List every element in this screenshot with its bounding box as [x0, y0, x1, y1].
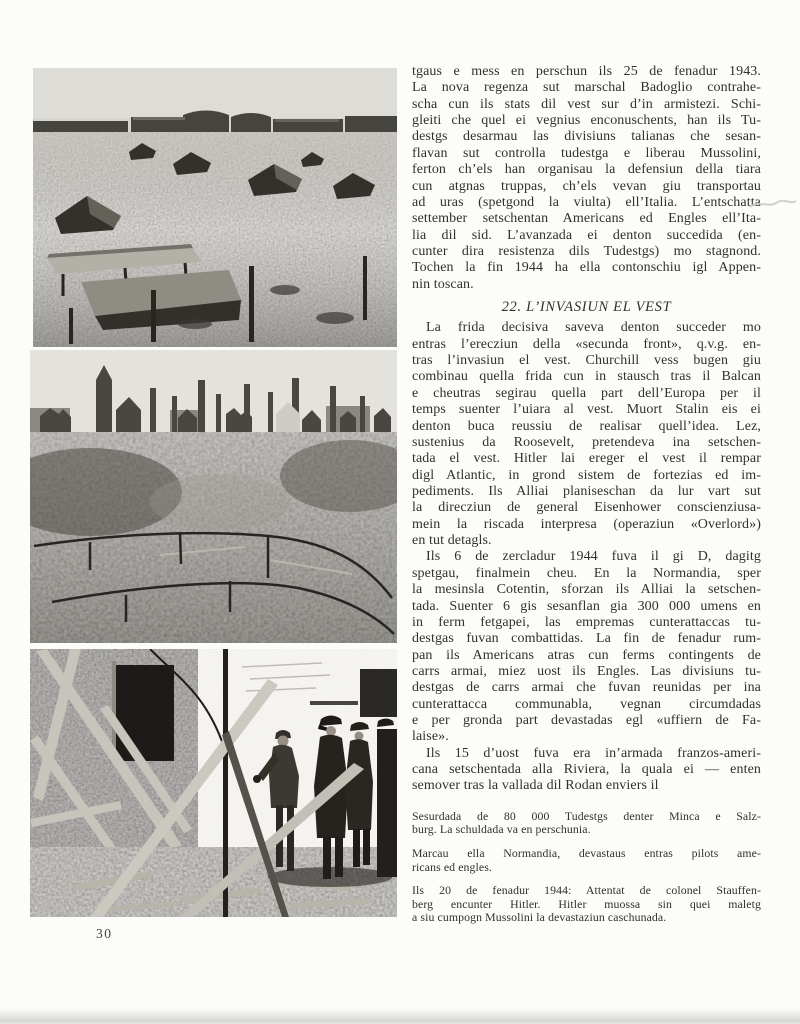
- text-line: burg. La schuldada va en perschunia.: [412, 822, 591, 837]
- text-line: carrs armai, miez uost ils Engles. Las divisiuns tu-: [412, 663, 761, 679]
- text-line: ferton ch’els han organisau la defensiun della tiara: [412, 162, 761, 178]
- text-line: Sesurdada de 80 000 Tudestgs denter Minca e Salz-: [412, 808, 761, 823]
- photo-pow-camp: [33, 68, 397, 347]
- text-line: cana setschentada alla Riviera, la quala ei — enten: [412, 762, 761, 778]
- text-line: pediments. Ils Alliai planiseschan da lur vart sut: [412, 483, 761, 499]
- text-line: la mesinsla Cotentin, sforzan ils Alliai la setschen-: [412, 582, 761, 598]
- text-line: combinau quella frida cun in stausch tras il Balcan: [412, 369, 761, 385]
- text-line: pan ils Americans atras cun ferms contingents de: [412, 647, 761, 663]
- text-line: en tut detagls.: [412, 533, 492, 549]
- text-line: cunterattacca communabla, vegnan circumdadas: [412, 696, 761, 712]
- pow-camp-graphic: [33, 68, 397, 347]
- photo-ruined-town: [30, 350, 397, 643]
- text-column: [412, 64, 761, 925]
- text-line: ad uras (spetgond la viulta) ell’Italia. L’entschatta: [412, 194, 761, 210]
- ruined-town-graphic: [30, 350, 397, 643]
- officer-edge-figure: [377, 719, 397, 878]
- caption-pow-camp: [412, 810, 761, 837]
- text-line: scha cun ils stats dil vest sur d’in armistezi. Schi-: [412, 96, 761, 112]
- text-line: la direcziun de general Eisenhower conscienziusa-: [412, 500, 761, 516]
- text-line: sustenius da Roosevelt, pretendeva ina setschen-: [412, 434, 761, 450]
- caption-attentat: [412, 884, 761, 925]
- text-line: cunter dira resistenza dils Tudestgs) mo stagnond.: [412, 243, 761, 259]
- wreckage-graphic: [30, 649, 397, 917]
- text-line: digl Atlantic, in grond sistem de fortezias ed im-: [412, 467, 761, 483]
- text-line: Marcau ella Normandia, devastaus entras pilots ame-: [412, 846, 761, 860]
- text-line: denton buca reussiu de realisar quell’idea. Lez,: [412, 418, 761, 434]
- text-line: tgaus e mess en perschun ils 25 de fenadur 1943.: [412, 64, 761, 79]
- photo-stauffenberg-wreckage: [30, 649, 397, 917]
- text-line: destgas de carrs armai che fuvan reunidas per ina: [412, 680, 761, 696]
- crater-highlight: [150, 474, 290, 530]
- text-line: gleiti che quel ei vegnius enconuschents, han ils Tu-: [412, 113, 761, 129]
- paragraph-second-front: [412, 320, 761, 549]
- scan-edge-shadow: [0, 1008, 800, 1024]
- dark-doorway: [116, 665, 174, 761]
- text-line: Ils 20 de fenadur 1944: Attentat de colonel Stauffen-: [412, 883, 761, 898]
- text-line: in ferm fetgapei, las empremas cunterattaccas tu-: [412, 614, 761, 630]
- text-line: flavan sut controlla tudestga e liberau Mussolini,: [412, 145, 761, 161]
- text-line: entras l’erecziun della «secunda front», q.v.g. en-: [412, 336, 761, 352]
- text-line: destgas fuvan combattidas. La fin de fenadur rum-: [412, 631, 761, 647]
- text-line: destgs desarmau las divisiuns talianas che sesan-: [412, 129, 761, 145]
- text-line: temps suenter l’uiara al vest. Muort Stalin eis ei: [412, 402, 761, 418]
- text-line: a siu cumpogn Mussolini la devastaziun caschunada.: [412, 910, 667, 925]
- text-line: spetgau, finalmein cheu. En la Normandia, sper: [412, 565, 761, 581]
- text-line: Ils 6 de zercladur 1944 fuva il gi D, dagitg: [426, 549, 761, 565]
- text-line: nin toscan.: [412, 276, 474, 292]
- text-line: cun atgnas truppas, ch’els vevan giu transportau: [412, 178, 761, 194]
- text-line: e cheutras segirau quella part dell’Europa per il: [412, 385, 761, 401]
- text-line: mein la riscada interpresa (operaziun «Overlord»): [412, 516, 761, 532]
- caption-normandy: [412, 847, 761, 874]
- text-line: semover tras la vallada dil Rodan enviers il: [412, 778, 659, 794]
- paragraph-riviera-landing: [412, 746, 761, 795]
- paragraph-italy-campaign: [412, 64, 761, 293]
- page-number: 30: [96, 926, 113, 941]
- text-line: laise».: [412, 729, 449, 745]
- paragraph-d-day: [412, 549, 761, 745]
- text-line: tras l’invasiun el vest. Churchill vess bugen giu: [412, 353, 761, 369]
- text-line: tada el vest. Hitler lai ereger el vest il rempar: [412, 451, 761, 467]
- text-line: settember setschentan Americans ed Engles ell’Ita-: [412, 211, 761, 227]
- text-line: ricans ed engles.: [412, 859, 492, 874]
- text-line: tada. Suenter 6 gis sesanflan gia 300 000 umens en: [412, 598, 761, 614]
- pencil-scribble: [748, 192, 798, 216]
- doorway-right: [360, 669, 397, 717]
- text-line: Ils 15 d’uost fuva era in’armada franzos-ameri-: [426, 745, 761, 761]
- text-line: La frida decisiva saveva denton succeder mo: [426, 320, 761, 336]
- section-heading: 22. L’INVASIUN EL VEST: [501, 299, 672, 316]
- text-line: berg encunter Hitler. Hitler muossa sin quei maletg: [412, 896, 761, 911]
- text-line: lia dil sid. L’avanzada ei denton succedida (en-: [412, 227, 761, 243]
- text-line: Tochen la fin 1944 ha ella contonschiu igl Appen-: [412, 260, 761, 276]
- text-line: La nova regenza sut marschal Badoglio contrahe-: [412, 80, 761, 96]
- text-line: e per gronda part devastadas egl «uffiern de Fa-: [412, 713, 761, 729]
